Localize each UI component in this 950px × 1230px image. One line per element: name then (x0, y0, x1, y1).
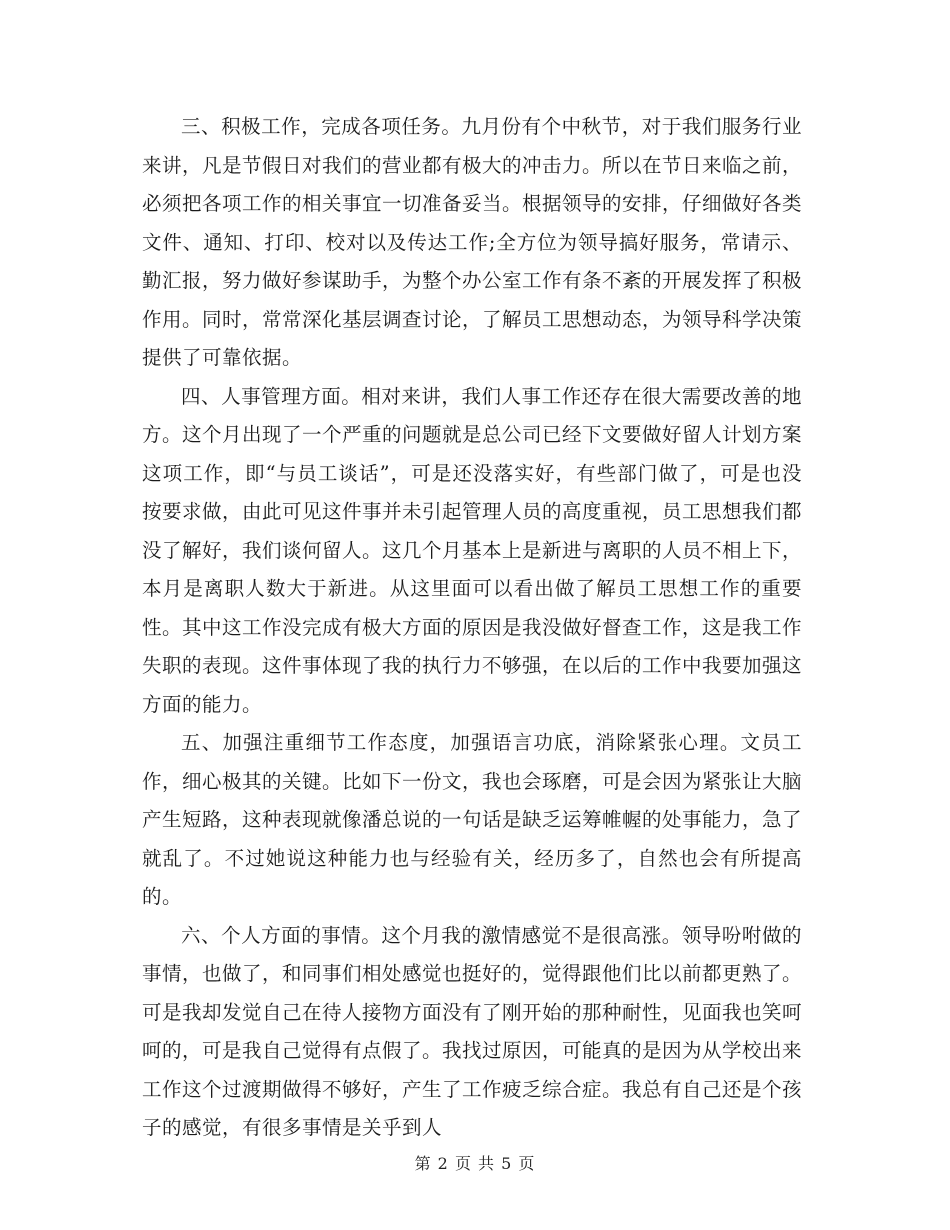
paragraph-personal-matters: 六、个人方面的事情。这个月我的激情感觉不是很高涨。领导吩咐做的事情，也做了，和同事们相处感觉也挺好的，觉得跟他们比以前都更熟了。可是我却发觉自己在待人接物方面没有了刚开始的那种耐性，见面我也笑呵呵的，可是我自己觉得有点假了。我找过原因，可能真的是因为从学校出来工作这个过渡期做得不够好，产生了工作疲乏综合症。我总有自己还是个孩子的感觉，有很多事情是关乎到人 (142, 923, 803, 1139)
document-body (142, 108, 802, 1148)
page-number-footer: 第 2 页 共 5 页 (414, 1154, 536, 1173)
paragraph-work-tasks: 三、积极工作，完成各项任务。九月份有个中秋节，对于我们服务行业来讲，凡是节假日对我们的营业都有极大的冲击力。所以在节日来临之前，必须把各项工作的相关事宜一切准备妥当。根据领导的安排，仔细做好各类文件、通知、打印、校对以及传达工作;全方位为领导搞好服务，常请示、勤汇报，努力做好参谋助手，为整个办公室工作有条不紊的开展发挥了积极作用。同时，常常深化基层调查讨论，了解员工思想动态，为领导科学决策提供了可靠依据。 (142, 115, 803, 369)
paragraph-personnel-management: 四、人事管理方面。相对来讲，我们人事工作还存在很大需要改善的地方。这个月出现了一个严重的问题就是总公司已经下文要做好留人计划方案这项工作，即“与员工谈话”，可是还没落实好，有些部门做了，可是也没按要求做，由此可见这件事并未引起管理人员的高度重视，员工思想我们都没了解好，我们谈何留人。这几个月基本上是新进与离职的人员不相上下，本月是离职人数大于新进。从这里面可以看出做了解员工思想工作的重要性。其中这工作没完成有极大方面的原因是我没做好督查工作，这是我工作失职的表现。这件事体现了我的执行力不够强，在以后的工作中我要加强这方面的能力。 (142, 384, 803, 716)
paragraph-attention-to-detail: 五、加强注重细节工作态度，加强语言功底，消除紧张心理。文员工作，细心极其的关键。比如下一份文，我也会琢磨，可是会因为紧张让大脑产生短路，这种表现就像潘总说的一句话是缺乏运筹帷幄的处事能力，急了就乱了。不过她说这种能力也与经验有关，经历多了，自然也会有所提高的。 (142, 731, 803, 908)
